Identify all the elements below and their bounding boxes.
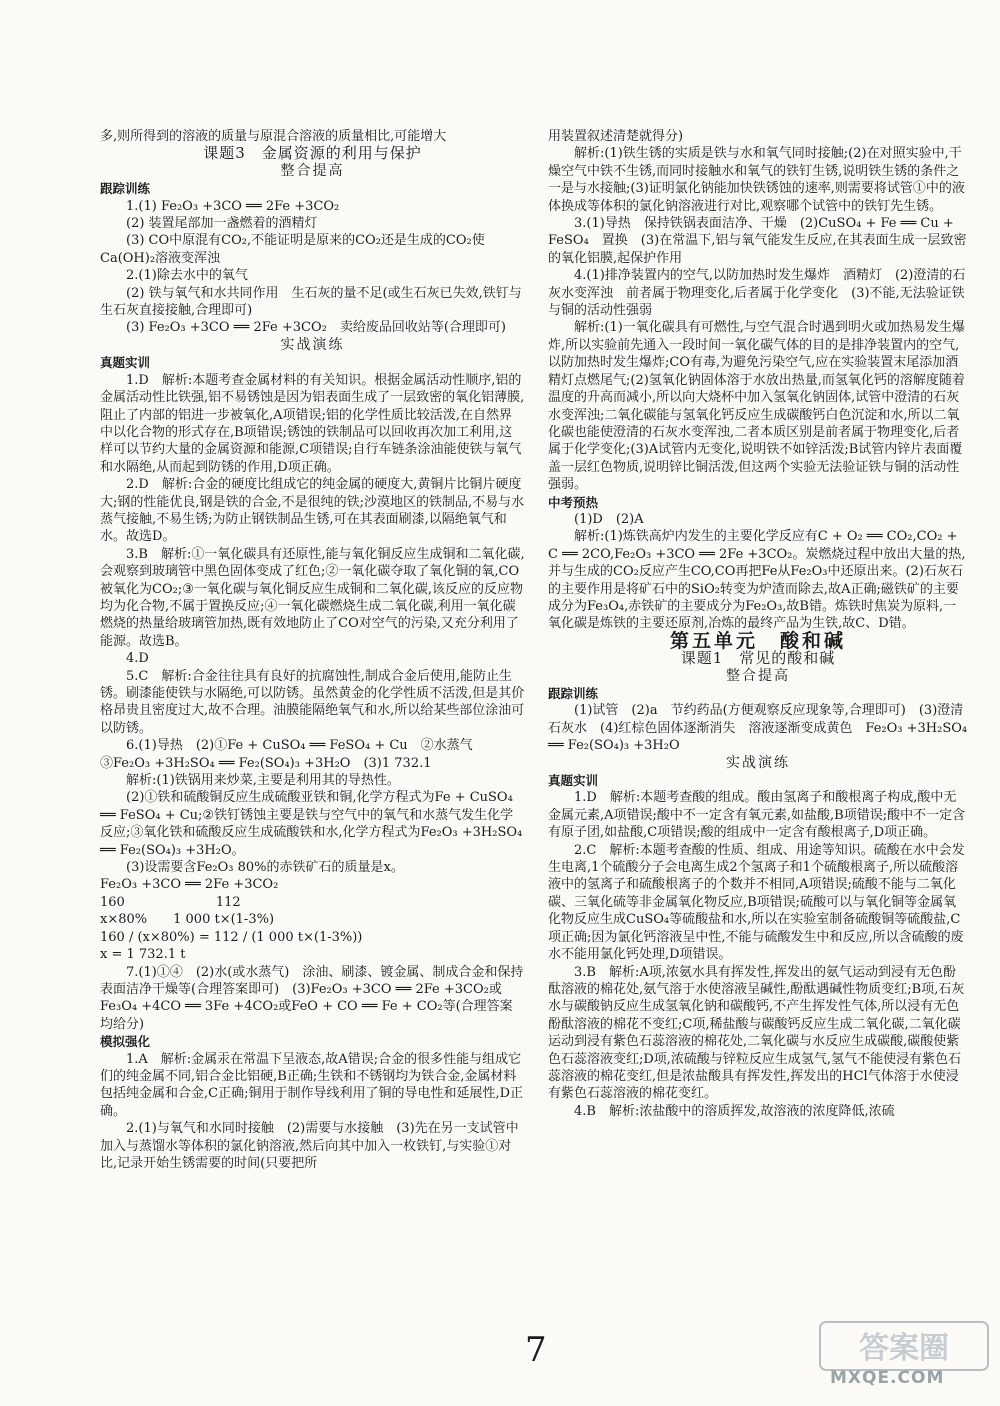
track-1-1: 1.(1) Fe₂O₃ +3CO ══ 2Fe +3CO₂: [126, 198, 340, 214]
track-1-2: (2) 装置尾部加一盏燃着的酒精灯: [126, 216, 318, 232]
mock-1: 1.A 解析:金属汞在常温下呈液态,故A错误;合金的很多性能与组成它们的纯金属不同,铝合金比铝硬,B正确;生铁和不锈钢均为铁合金,金属材料包括纯金属和合金,C正确;铜用于制作导线利用了铜的导电性和延展性,D正确。: [100, 1051, 524, 1119]
track-2-1: 2.(1)除去水中的氧气: [126, 268, 248, 284]
acid-real-1: 1.D 解析:本题考查酸的组成。酸由氢离子和酸根离子构成,酸中无金属元素,A项错误;酸中不一定含有氧元素,如盐酸,B项错误;酸中不一定含有原子团,如盐酸,C项错误;酸的组成中一定含有酸根离子,D项正确。: [548, 790, 966, 841]
lesson1-title: 课题1 常见的酸和碱: [680, 649, 836, 668]
track-2-3: (3) Fe₂O₃ +3CO ══ 2Fe +3CO₂ 卖给废品回收站等(合理即可): [126, 320, 506, 336]
real-7: 7.(1)①④ (2)水(或水蒸气) 涂油、刷漆、镀金属、制成合金和保持表面洁净干燥等(合理答案即可) (3)Fe₂O₃ +3CO ══ 2Fe +3CO₂或Fe₃O₄ +4CO ══ 3Fe +4CO₂或FeO + CO ══ Fe + CO₂等(合理答案均给分): [100, 964, 524, 1032]
right-column: [548, 128, 968, 1120]
track-right-1: (1)试管 (2)a 节约药品(方便观察反应现象等,合理即可) (3)澄清石灰水 (4)红棕色固体逐渐消失 溶液逐渐变成黄色 Fe₂O₃ +3H₂SO₄ ══ Fe₂(SO₄)₃ +3H₂O: [548, 703, 968, 754]
label-mock: 模拟强化: [100, 1034, 151, 1050]
real-1: 1.D 解析:本题考查金属材料的有关知识。根据金属活动性顺序,铝的金属活动性比铁强,铝不易锈蚀是因为铝表面生成了一层致密的氧化铝薄膜,阻止了内部的铝进一步被氧化,A项错误;铝的化学性质比较活泼,在自然界中以化合物的形式存在,B项错误;锈蚀的铁制品可以回收再次加工利用,这样可以节约大量的金属资源和能源,C项错误;自行车链条涂油能使铁与氧气和水隔绝,从而起到防锈的作用,D项正确。: [100, 372, 525, 475]
calc-equation: Fe₂O₃ +3CO ══ 2Fe +3CO₂: [100, 877, 279, 893]
exam-answer: (1)D (2)A: [574, 511, 644, 527]
section-integrate-right: 整合提高: [726, 667, 790, 684]
right-analysis-2: 解析:(1)铁生锈的实质是铁与水和氧气同时接触;(2)在对照实验中,干燥空气中铁不生锈,而同时接触水和氧气的铁钉生锈,说明铁生锈的条件之一是与水接触;(3)证明氯化钠能加快铁锈蚀的速率,则需要将试管①中的液体换成等体积的氯化钠溶液进行对比,观察哪个试管中的铁钉先生锈。: [548, 146, 965, 214]
calc-molar: 160 112: [100, 894, 241, 910]
real-3: 3.B 解析:①一氧化碳具有还原性,能与氧化铜反应生成铜和二氧化碳,会观察到玻璃管中黑色固体变成了红色;②一氧化碳夺取了氧化铜的氧,CO被氧化为CO₂;③一氧化碳与氧化铜反应生成铜和二氧化碳,该反应的反应物均为化合物,不属于置换反应;④一氧化碳燃烧生成二氧化碳,利用一氧化碳燃烧的热量给玻璃管加热,既有效地防止了CO对空气的污染,又充分利用了能源。故选B。: [100, 546, 525, 649]
acid-real-3: 3.B 解析:A项,浓氨水具有挥发性,挥发出的氨气运动到浸有无色酚酞溶液的棉花处,氨气溶于水使溶液呈碱性,酚酞遇碱性物质变红;B项,石灰水与碳酸钠反应生成氢氧化钠和碳酸钙,不产生挥发性气体,所以浸有无色酚酞溶液的棉花不变红;C项,稀盐酸与碳酸钙反应生成二氧化碳,二氧化碳运动到浸有紫色石蕊溶液的棉花处,二氧化碳与水反应生成碳酸,碳酸使紫色石蕊溶液变红;D项,浓硫酸与锌粒反应生成氢气,氢气不能使浸有紫色石蕊溶液的棉花变红,但是浓盐酸具有挥发性,挥发出的HCl气体溶于水使浸有紫色石蕊溶液的棉花变红。: [548, 964, 965, 1102]
calc-result: x = 1 732.1 t: [100, 947, 186, 963]
right-answer-4: 4.(1)排净装置内的空气,以防加热时发生爆炸 酒精灯 (2)澄清的石灰水变浑浊 前者属于物理变化,后者属于化学变化 (3)不能,无法验证铁与铜的活动性强弱: [548, 268, 966, 319]
calculation-block: [100, 876, 525, 963]
lesson3-title: 课题3 金属资源的利用与保护: [203, 144, 422, 163]
section-integrate-left: 整合提高: [280, 162, 345, 179]
exam-analysis: 解析:(1)炼铁高炉内发生的主要化学反应有C + O₂ ══ CO₂,CO₂ + C ══ 2CO,Fe₂O₃ +3CO ══ 2Fe +3CO₂。炭燃烧过程中放出大量的热,并与生成的CO₂反应产生CO,CO再把Fe从Fe₂O₃中还原出来。(2)石灰石的主要作用是将矿石中的SiO₂转变为炉渣而除去,故A正确;磁铁矿的主要成分为Fe₃O₄,赤铁矿的主要成分为Fe₂O₃,故B错。炼铁时焦炭为原料,一氧化碳是炼铁的主要还原剂,冶炼的最终产品为生铁,故C、D错。: [548, 529, 966, 632]
real-2: 2.D 解析:合金的硬度比组成它的纯金属的硬度大,黄铜片比铜片硬度大;钢的性能优良,钢是铁的合金,不是很纯的铁;沙漠地区的铁制品,不易与水蒸气接触,不易生锈;为防止钢铁制品生锈,可在其表面刷漆,以隔绝氧气和水。故选D。: [100, 477, 525, 545]
mock-2: 2.(1)与氧气和水同时接触 (2)需要与水接触 (3)先在另一支试管中加入与蒸馏水等体积的氯化钠溶液,然后向其中加入一枚铁钉,与实验①对比,记录开始生锈需要的时间(只要把所: [100, 1121, 519, 1171]
track-1-3: (3) CO中原混有CO₂,不能证明是原来的CO₂还是生成的CO₂使Ca(OH)₂溶液变浑浊: [100, 233, 485, 266]
real-4: 4.D: [126, 651, 149, 667]
real-6-analysis: 解析:(1)铁锅用来炒菜,主要是利用其的导热性。: [126, 773, 400, 789]
real-5: 5.C 解析:合金往往具有良好的抗腐蚀性,制成合金后使用,能防止生锈。刷漆能使铁与水隔绝,可以防锈。虽然黄金的化学性质不活泼,但是其价格昂贵且密度过大,故不合理。油膜能隔绝氧气和水,所以给某些部位涂油可以防锈。: [100, 668, 525, 736]
right-analysis-4: 解析:(1)一氧化碳具有可燃性,与空气混合时遇到明火或加热易发生爆炸,所以实验前先通入一段时间一氧化碳气体的目的是排净装置内的空气,以防加热时发生爆炸;CO有毒,为避免污染空气,应在实验装置末尾添加酒精灯点燃尾气;(2)氢氧化钠固体溶于水放出热量,而氢氧化钙的溶解度随着温度的升高而减小,所以向大烧杯中加入氢氧化钠固体,试管中澄清的石灰水变浑浊;二氧化碳能与氢氧化钙反应生成碳酸钙白色沉淀和水,所以二氧化碳也能使澄清的石灰水变浑浊,二者本质区别是前者属于物理变化,后者属于化学变化;(3)A试管内无变化,说明铁不如锌活泼;B试管内锌片表面覆盖一层红色物质,说明锌比铜活泼,但这两个实验无法验证铁与铜的活动性强弱。: [548, 320, 965, 493]
page-number: 7: [525, 1330, 547, 1370]
watermark-text: MXQE.COM: [830, 1368, 945, 1388]
right-answer-3: 3.(1)导热 保持铁锅表面洁净、干燥 (2)CuSO₄ + Fe ══ Cu + FeSO₄ 置换 (3)在常温下,铝与氧气能发生反应,在其表面生成一层致密的氧化铝膜,起保护作用: [548, 216, 967, 266]
unit-title: 第五单元 酸和碱: [669, 629, 846, 652]
label-exam: 中考预热: [548, 494, 599, 510]
track-2-2: (2) 铁与氧气和水共同作用 生石灰的量不足(或生石灰已失效,铁钉与生石灰直接接触,合理即可): [100, 285, 522, 319]
left-continuation: 多,则所得到的溶液的质量与原混合溶液的质量相比,可能增大: [100, 129, 447, 144]
acid-real-2: 2.C 解析:本题考查酸的性质、组成、用途等知识。硫酸在水中会发生电离,1个硫酸分子会电离生成2个氢离子和1个硫酸根离子,所以硫酸溶液中的氢离子和硫酸根离子的个数并不相同,A项错误;硫酸不能与二氧化碳、三氧化硫等非金属氧化物反应,B项错误;硫酸可以与氧化铜等金属氧化物反应生成CuSO₄等硫酸盐和水,所以在实验室制备硫酸铜等硫酸盐,C项正确;因为氯化钙溶液呈中性,不能与硫酸发生中和反应,所以含硫酸的废水不能用氯化钙处理,D项错误。: [548, 842, 965, 963]
label-track-right: 跟踪训练: [548, 686, 599, 701]
label-real-right: 真题实训: [548, 773, 599, 789]
calc-ratio: 160 / (x×80%) = 112 / (1 000 t×(1-3%)): [100, 929, 363, 945]
calc-mass: x×80% 1 000 t×(1-3%): [100, 912, 275, 928]
label-track-left: 跟踪训练: [100, 181, 151, 197]
acid-real-4: 4.B 解析:浓盐酸中的溶质挥发,故溶液的浓度降低,浓硫: [574, 1103, 895, 1119]
right-continuation: 用装置叙述清楚就得分): [548, 129, 684, 144]
label-real-left: 真题实训: [100, 355, 151, 371]
section-practice-right: 实战演练: [726, 754, 790, 771]
svg-text:答案圈: 答案圈: [859, 1331, 949, 1366]
left-column: [100, 128, 525, 1172]
real-6-analysis-2: (2)①铁和硫酸铜反应生成硫酸亚铁和铜,化学方程式为Fe + CuSO₄ ══ FeSO₄ + Cu;②铁钉锈蚀主要是铁与空气中的氧气和水蒸气发生化学反应;③氧化铁和硫酸反应生成硫酸铁和水,化学方程式为Fe₂O₃ +3H₂SO₄ ══ Fe₂(SO₄)₃ +3H₂O。: [100, 790, 523, 858]
section-practice-left: 实战演练: [280, 336, 345, 353]
real-6: 6.(1)导热 (2)①Fe + CuSO₄ ══ FeSO₄ + Cu ②水蒸气 ③Fe₂O₃ +3H₂SO₄ ══ Fe₂(SO₄)₃ +3H₂O (3)1 732.1: [100, 738, 486, 771]
real-6-analysis-3: (3)设需要含Fe₂O₃ 80%的赤铁矿石的质量是x。: [126, 860, 404, 876]
